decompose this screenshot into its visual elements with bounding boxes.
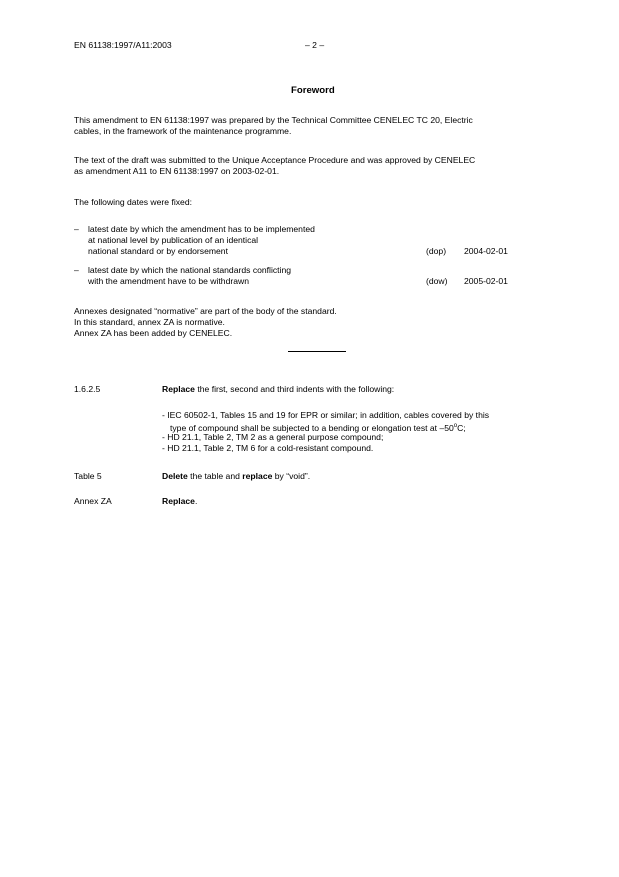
replacement-item: - HD 21.1, Table 2, TM 2 as a general purpose compound; [162, 432, 384, 442]
instruction-text: the first, second and third indents with the following: [194, 384, 395, 394]
paragraph-1-line-1: This amendment to EN 61138:1997 was prepared by the Technical Committee CENELEC TC 20, Electric [74, 115, 473, 125]
replacement-item: - IEC 60502-1, Tables 15 and 19 for EPR or similar; in addition, cables covered by this [162, 410, 490, 420]
instruction-text: the table and [187, 471, 243, 481]
paragraph-3: The following dates were fixed: [74, 197, 192, 207]
list-item-line: latest date by which the national standards conflicting [88, 265, 292, 275]
instruction-text: . [194, 496, 198, 506]
instruction-keyword: Replace [162, 384, 195, 394]
annex-note-line: Annexes designated “normative” are part of the body of the standard. [74, 306, 337, 316]
degree-superscript: o [453, 423, 458, 429]
annex-note-line: Annex ZA has been added by CENELEC. [74, 328, 233, 338]
list-dash: – [74, 224, 79, 234]
list-item-line: latest date by which the amendment has to be implemented [88, 224, 315, 234]
dop-date: 2004-02-01 [464, 246, 508, 256]
amendment-ref: Table 5 [74, 471, 102, 481]
doc-id: EN 61138:1997/A11:2003 [74, 40, 172, 50]
replacement-text: type of compound shall be subjected to a bending or elongation test at –50 [170, 423, 454, 433]
instruction-keyword: Replace [162, 496, 195, 506]
paragraph-1-line-2: cables, in the framework of the maintenance programme. [74, 126, 292, 136]
paragraph-1 [74, 115, 562, 137]
list-item-line: with the amendment have to be withdrawn [88, 276, 249, 286]
instruction-keyword: replace [242, 471, 273, 481]
list-item-line: national standard or by endorsement [88, 246, 228, 256]
amendment-instruction [162, 384, 394, 394]
dow-label: (dow) [426, 276, 448, 286]
unit-text: C; [457, 423, 466, 433]
instruction-keyword: Delete [162, 471, 188, 481]
page-title: Foreword [291, 85, 335, 96]
amendment-ref: Annex ZA [74, 496, 112, 506]
replacement-item: - HD 21.1, Table 2, TM 6 for a cold-resistant compound. [162, 443, 374, 453]
annex-note-line: In this standard, annex ZA is normative. [74, 317, 225, 327]
paragraph-2-line-2: as amendment A11 to EN 61138:1997 on 2003-02-01. [74, 166, 280, 176]
amendment-instruction [162, 471, 310, 481]
amendment-ref: 1.6.2.5 [74, 384, 101, 394]
list-dash: – [74, 265, 79, 275]
paragraph-2-line-1: The text of the draft was submitted to the Unique Acceptance Procedure and was approved by CENELEC [74, 155, 476, 165]
paragraph-2 [74, 155, 562, 177]
instruction-text: by “void”. [272, 471, 311, 481]
amendment-instruction [162, 496, 197, 506]
page-number: – 2 – [305, 40, 325, 50]
section-divider [288, 351, 346, 352]
list-item-line: at national level by publication of an identical [88, 235, 259, 245]
dop-label: (dop) [426, 246, 447, 256]
dow-date: 2005-02-01 [464, 276, 508, 286]
